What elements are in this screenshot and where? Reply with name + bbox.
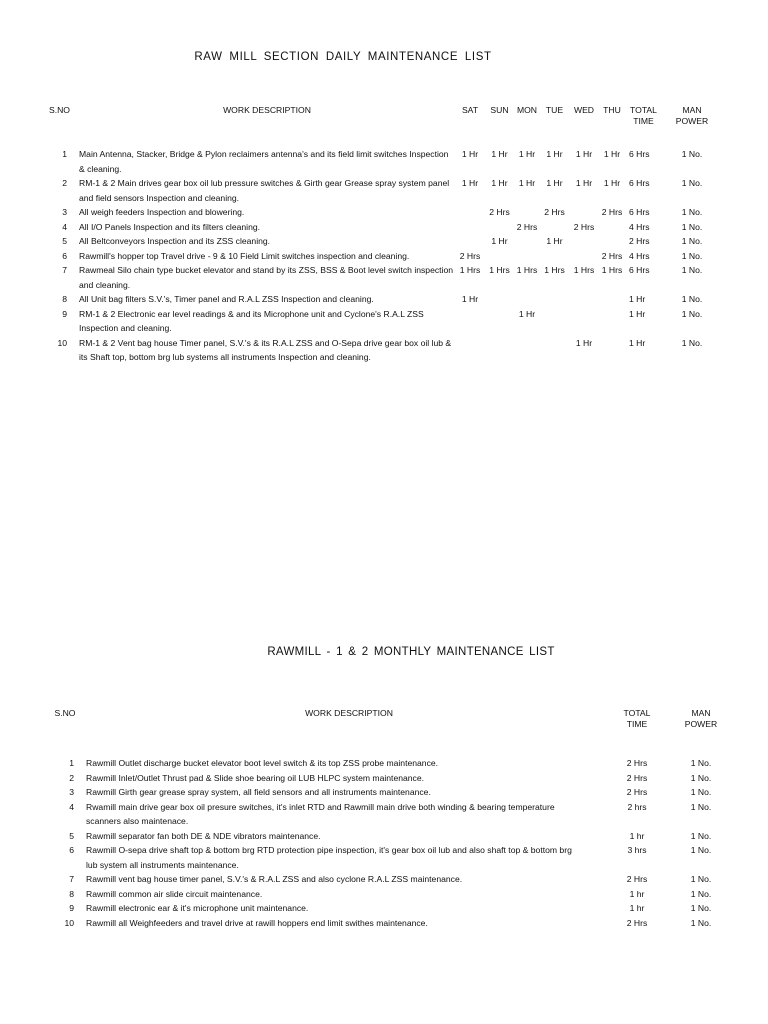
row-sno: 10 xyxy=(57,337,67,348)
row-description: All Unit bag filters S.V.'s, Timer panel and R.A.L ZSS Inspection and cleaning. xyxy=(79,294,374,304)
row-total: 1 hr xyxy=(629,888,645,899)
table-row xyxy=(44,785,740,800)
row-sno: 8 xyxy=(69,888,74,899)
row-sun: 1 Hr xyxy=(491,236,508,246)
table-row xyxy=(40,336,722,365)
row-description: RM-1 & 2 Main drives gear box oil lub pressure switches & Girth gear Grease spray system panel and field sensors Inspection and cleaning. xyxy=(79,178,450,203)
row-tue: 2 Hrs xyxy=(544,207,565,217)
daily-list-title: RAW MILL SECTION DAILY MAINTENANCE LIST xyxy=(194,51,492,63)
row-tue xyxy=(540,220,569,235)
row-sno: 8 xyxy=(62,294,67,304)
row-man: 1 No. xyxy=(681,149,703,159)
row-man: 1 No. xyxy=(681,250,703,261)
row-sno: 6 xyxy=(62,250,67,261)
header-mon: MON xyxy=(516,105,538,115)
row-man: 1 No. xyxy=(690,830,712,841)
header-man-power xyxy=(662,105,722,127)
row-mon xyxy=(514,234,540,249)
header-sat: SAT xyxy=(461,105,479,115)
row-total: 2 Hrs xyxy=(626,787,648,797)
row-sun xyxy=(485,249,514,264)
row-sun: 1 Hrs xyxy=(489,265,510,275)
row-sat xyxy=(455,205,485,220)
row-description: RM-1 & 2 Vent bag house Timer panel, S.V.'s & its R.A.L ZSS and O-Sepa drive gear box oil lub & its Shaft top, bottom brg lub systems all instruments Inspection and cleaning. xyxy=(79,337,452,362)
row-sno: 7 xyxy=(69,874,74,884)
row-wed: 1 Hr xyxy=(575,178,593,188)
row-sun: 1 Hr xyxy=(491,178,508,188)
table-row xyxy=(44,800,740,829)
row-total: 2 hrs xyxy=(627,801,647,812)
row-man: 1 No. xyxy=(681,207,703,217)
table-row xyxy=(40,249,722,264)
header-wed: WED xyxy=(573,105,595,115)
row-sun xyxy=(485,220,514,235)
row-wed xyxy=(569,249,599,264)
monthly-maintenance-table xyxy=(44,708,740,930)
row-total: 6 Hrs xyxy=(629,178,650,188)
monthly-list-title: RAWMILL - 1 & 2 MONTHLY MAINTENANCE LIST xyxy=(267,646,555,658)
header-total-line1: TOTAL xyxy=(630,105,657,115)
row-wed xyxy=(569,234,599,249)
row-sat xyxy=(455,336,485,365)
row-description: Rawmill Inlet/Outlet Thrust pad & Slide shoe bearing oil LUB HLPC system maintenance. xyxy=(86,772,425,783)
header-sno: S.NO xyxy=(54,708,76,718)
header-total-line1: TOTAL xyxy=(623,708,651,718)
row-description: Rawmill's hopper top Travel drive - 9 & 10 Field Limit switches inspection and cleaning. xyxy=(79,250,410,261)
row-sno: 2 xyxy=(62,178,67,188)
monthly-header-row xyxy=(44,708,740,730)
row-total: 6 Hrs xyxy=(629,207,650,217)
header-total-line2: TIME xyxy=(633,116,654,126)
header-man-line1: MAN xyxy=(682,105,702,115)
row-total: 1 hr xyxy=(629,830,645,841)
row-wed: 1 Hrs xyxy=(573,265,595,275)
header-thu: THU xyxy=(603,105,621,115)
row-sat xyxy=(455,307,485,336)
row-sat: 2 Hrs xyxy=(459,250,481,261)
row-mon: 1 Hr xyxy=(518,178,536,188)
row-sun xyxy=(485,307,514,336)
row-man: 1 No. xyxy=(690,903,712,913)
row-total: 3 hrs xyxy=(627,845,647,855)
row-man: 1 No. xyxy=(681,178,703,188)
row-sno: 3 xyxy=(69,787,74,797)
row-thu: 1 Hr xyxy=(603,178,621,188)
row-man: 1 No. xyxy=(681,308,703,319)
row-man: 1 No. xyxy=(690,801,712,812)
header-total-time xyxy=(625,105,662,127)
table-row xyxy=(44,916,740,931)
row-sno: 9 xyxy=(69,903,74,913)
row-sat: 1 Hr xyxy=(461,149,479,159)
row-thu xyxy=(599,234,625,249)
row-sun xyxy=(485,336,514,365)
row-total: 2 Hrs xyxy=(626,758,648,768)
row-description: Rawmill all Weighfeeders and travel drive at rawill hoppers end limit swithes maintenance. xyxy=(86,917,428,928)
row-sno: 10 xyxy=(64,917,74,928)
row-thu: 2 Hrs xyxy=(601,250,623,261)
header-tue: TUE xyxy=(545,105,564,115)
row-sno: 1 xyxy=(69,758,74,768)
row-mon: 1 Hrs xyxy=(516,265,538,275)
row-man: 1 No. xyxy=(690,845,712,855)
row-mon xyxy=(514,292,540,307)
table-row xyxy=(44,843,740,872)
row-wed: 1 Hr xyxy=(575,337,593,348)
row-description: Rawmeal Silo chain type bucket elevator and stand by its ZSS, BSS & Boot level switch inspection and cleaning. xyxy=(79,265,454,290)
row-tue: 1 Hr xyxy=(546,149,563,159)
row-total: 1 hr xyxy=(629,903,645,913)
table-row xyxy=(40,220,722,235)
row-thu xyxy=(599,292,625,307)
row-description: Main Antenna, Stacker, Bridge & Pylon reclaimers antenna's and its field limit switches Inspection & cleaning. xyxy=(79,149,449,174)
row-man: 1 No. xyxy=(681,236,703,246)
row-mon: 1 Hr xyxy=(518,149,536,159)
table-row xyxy=(44,901,740,916)
row-description: RM-1 & 2 Electronic ear level readings & and its Microphone unit and Cyclone's R.A.L ZSS Inspection and cleaning. xyxy=(79,308,424,333)
row-description: All I/O Panels Inspection and its filters cleaning. xyxy=(79,221,261,232)
row-thu: 1 Hr xyxy=(603,149,621,159)
row-wed: 2 Hrs xyxy=(573,221,595,232)
header-work-description: WORK DESCRIPTION xyxy=(223,105,311,115)
row-thu: 2 Hrs xyxy=(601,207,623,217)
row-man: 1 No. xyxy=(690,917,712,928)
row-mon xyxy=(514,205,540,220)
row-description: Rawmill common air slide circuit maintenance. xyxy=(86,888,263,899)
row-sno: 5 xyxy=(69,830,74,841)
row-total: 6 Hrs xyxy=(629,149,650,159)
row-sno: 6 xyxy=(69,845,74,855)
header-man-power xyxy=(662,708,740,730)
row-man: 1 No. xyxy=(681,265,703,275)
header-sun: SUN xyxy=(490,105,509,115)
row-total: 1 Hr xyxy=(629,294,646,304)
row-description: All Beltconveyors Inspection and its ZSS cleaning. xyxy=(79,236,271,246)
row-mon xyxy=(514,336,540,365)
row-total: 2 Hrs xyxy=(626,917,648,928)
row-sat: 1 Hr xyxy=(461,178,479,188)
header-man-line1: MAN xyxy=(691,708,711,718)
row-sno: 1 xyxy=(62,149,67,159)
header-work-description: WORK DESCRIPTION xyxy=(305,708,393,718)
header-man-line2: POWER xyxy=(684,719,718,729)
row-sat: 1 Hr xyxy=(461,294,479,304)
row-sat: 1 Hrs xyxy=(459,265,481,275)
row-sun xyxy=(485,292,514,307)
row-sno: 4 xyxy=(62,221,67,232)
row-description: Rawmill O-sepa drive shaft top & bottom brg RTD protection pipe inspection, it's gear box oil lub and also shaft top & bottom brg lub system all instruments maintenance. xyxy=(86,845,572,870)
row-sat xyxy=(455,220,485,235)
row-total: 1 Hr xyxy=(629,308,646,319)
row-man: 1 No. xyxy=(681,221,703,232)
table-row xyxy=(40,147,722,176)
table-row xyxy=(44,756,740,771)
row-man: 1 No. xyxy=(690,888,712,899)
table-row xyxy=(40,205,722,220)
row-wed: 1 Hr xyxy=(575,149,593,159)
row-description: Rawmill Girth gear grease spray system, all field sensors and all instruments maintenance. xyxy=(86,787,431,797)
table-row xyxy=(40,292,722,307)
row-tue: 1 Hrs xyxy=(544,265,565,275)
row-man: 1 No. xyxy=(690,874,712,884)
row-wed xyxy=(569,307,599,336)
row-total: 2 Hrs xyxy=(629,236,650,246)
row-mon: 2 Hrs xyxy=(516,221,538,232)
row-total: 1 Hr xyxy=(629,337,646,348)
table-row xyxy=(40,263,722,292)
row-sno: 9 xyxy=(62,308,67,319)
row-total: 2 Hrs xyxy=(626,874,648,884)
row-total: 4 Hrs xyxy=(629,250,650,261)
row-tue xyxy=(540,292,569,307)
table-row xyxy=(44,887,740,902)
row-tue xyxy=(540,336,569,365)
row-wed xyxy=(569,205,599,220)
header-total-line2: TIME xyxy=(626,719,648,729)
table-row xyxy=(44,771,740,786)
row-sat xyxy=(455,234,485,249)
row-man: 1 No. xyxy=(690,758,712,768)
row-man: 1 No. xyxy=(681,294,703,304)
row-total: 6 Hrs xyxy=(629,265,650,275)
daily-maintenance-table xyxy=(40,105,722,365)
row-thu xyxy=(599,307,625,336)
row-mon: 1 Hr xyxy=(518,308,536,319)
row-description: Rawmill separator fan both DE & NDE vibrators maintenance. xyxy=(86,830,321,841)
table-row xyxy=(44,829,740,844)
row-total: 2 Hrs xyxy=(626,772,648,783)
row-total: 4 Hrs xyxy=(629,221,650,232)
row-man: 1 No. xyxy=(681,337,703,348)
row-sun: 2 Hrs xyxy=(489,207,510,217)
table-row xyxy=(40,307,722,336)
row-tue xyxy=(540,307,569,336)
row-wed xyxy=(569,292,599,307)
row-description: Rwamill main drive gear box oil presure switches, it's inlet RTD and Rawmill main drive both winding & bearing temperature scanners also maintenace. xyxy=(86,801,555,826)
row-sun: 1 Hr xyxy=(491,149,508,159)
row-thu xyxy=(599,220,625,235)
row-sno: 3 xyxy=(62,207,67,217)
row-description: Rawmill electronic ear & it's microphone unit maintenance. xyxy=(86,903,309,913)
table-row xyxy=(40,234,722,249)
table-row xyxy=(40,176,722,205)
row-description: Rawmill vent bag house timer panel, S.V.'s & R.A.L ZSS and also cyclone R.A.L ZSS maintenance. xyxy=(86,874,463,884)
row-sno: 4 xyxy=(69,801,74,812)
row-tue xyxy=(540,249,569,264)
row-thu xyxy=(599,336,625,365)
row-description: All weigh feeders Inspection and blowering. xyxy=(79,207,245,217)
row-sno: 2 xyxy=(69,772,74,783)
header-sno: S.NO xyxy=(48,105,70,115)
header-man-line2: POWER xyxy=(675,116,709,126)
row-tue: 1 Hr xyxy=(546,178,563,188)
row-man: 1 No. xyxy=(690,772,712,783)
daily-header-row xyxy=(40,105,722,127)
row-tue: 1 Hr xyxy=(546,236,563,246)
row-sno: 5 xyxy=(62,236,67,246)
header-total-time xyxy=(612,708,662,730)
row-man: 1 No. xyxy=(690,787,712,797)
row-thu: 1 Hrs xyxy=(601,265,623,275)
row-description: Rawmill Outlet discharge bucket elevator boot level switch & its top ZSS probe maintenance. xyxy=(86,758,439,768)
table-row xyxy=(44,872,740,887)
row-mon xyxy=(514,249,540,264)
row-sno: 7 xyxy=(62,265,67,275)
